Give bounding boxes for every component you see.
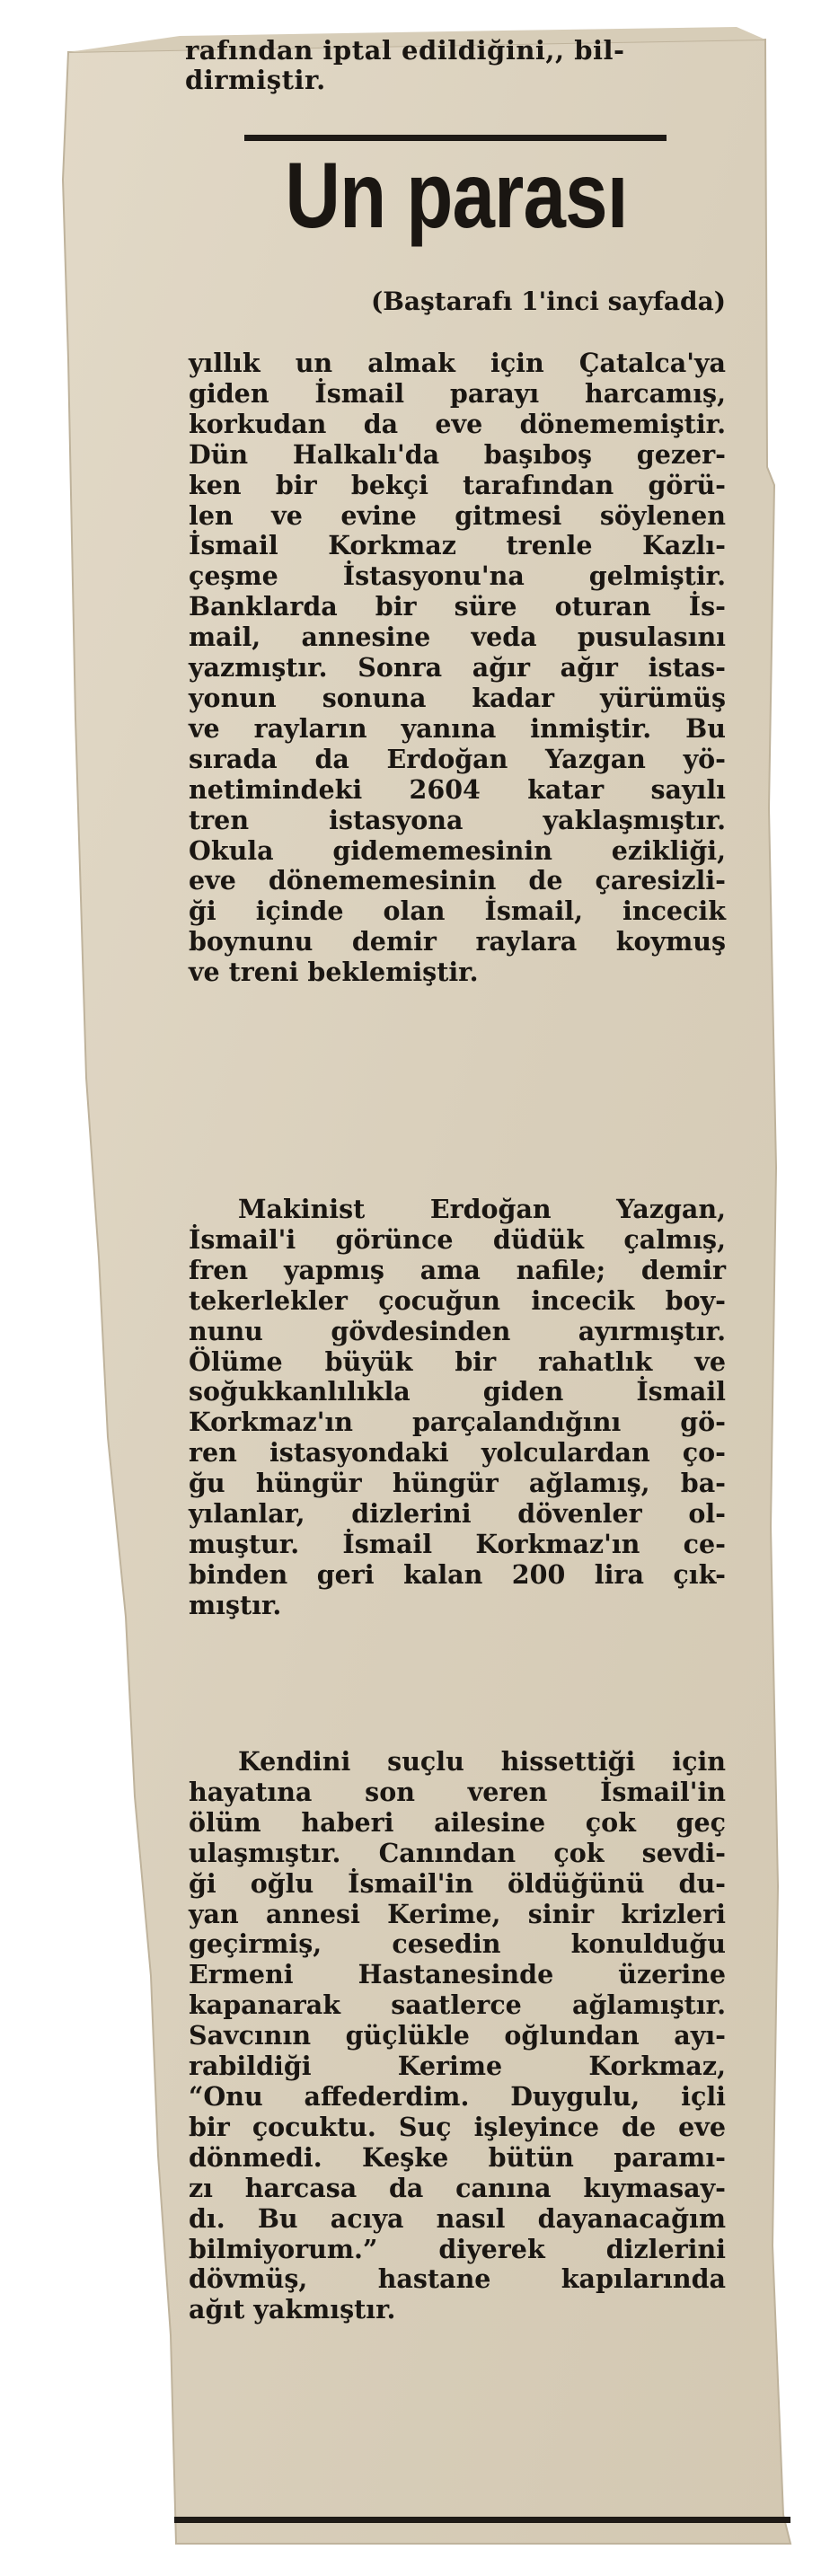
article-line: nunu gövdesinden ayırmıştır. (189, 1315, 726, 1346)
article-line: yıllık un almak için Çatalca'ya (189, 348, 726, 378)
article-line: dönmedi. Keşke bütün paramı- (189, 2141, 726, 2173)
article-line: ken bir bekçi tarafından görü- (189, 469, 726, 500)
article-line: ve treni beklemiştir. (189, 957, 479, 988)
article-line: ulaşmıştır. Canından çok sevdi- (189, 1837, 726, 1868)
article-line: Banklarda bir süre oturan İs- (189, 591, 726, 622)
article-line: Savcının güçlükle oğlundan ayı- (189, 2020, 726, 2051)
article-line: “Onu affederdim. Duygulu, içli (189, 2080, 726, 2112)
article-line: mıştır. (189, 1589, 282, 1620)
article-paragraph-1 (189, 348, 726, 988)
article-line: hayatına son veren İsmail'in (189, 1776, 726, 1807)
article-line: kapanarak saatlerce ağlamıştır. (189, 1989, 726, 2021)
article-line: İsmail Korkmaz trenle Kazlı- (189, 530, 726, 561)
article-line: bir çocuktu. Suç işleyince de eve (189, 2111, 726, 2142)
headline-rule-top (244, 135, 667, 141)
article-line: Ermeni Hastanesinde üzerine (189, 1959, 726, 1990)
article-line: Korkmaz'ın parçalandığını gö- (189, 1407, 726, 1438)
article-line: ği oğlu İsmail'in öldüğünü du- (189, 1867, 726, 1899)
article-line: mail, annesine veda pusulasını (189, 622, 726, 653)
article-line: Makinist Erdoğan Yazgan, (238, 1194, 726, 1224)
article-line: Ölüme büyük bir rahatlık ve (189, 1345, 726, 1377)
continued-from-label: (Baştarafı 1'inci sayfada) (370, 287, 726, 316)
article-line: Kendini suçlu hissettiği için (238, 1746, 726, 1777)
article-paragraph-3 (189, 1747, 726, 2325)
article-line: sırada da Erdoğan Yazgan yö- (189, 743, 726, 774)
continuation-line-1: rafından iptal edildiğini,, bil- (185, 35, 625, 66)
article-line: boynunu demir raylara koymuş (189, 926, 726, 957)
article-line: tren istasyona yaklaşmıştır. (189, 804, 726, 835)
continuation-line-2: dirmiştir. (185, 65, 326, 95)
article-line: Dün Halkalı'da başıboş gezer- (189, 438, 726, 470)
article-line: ve rayların yanına inmiştir. Bu (189, 712, 726, 744)
article-line: giden İsmail parayı harcamış, (189, 377, 726, 409)
article-line: ölüm haberi ailesine çok geç (189, 1806, 726, 1838)
headline: Un parası (285, 144, 628, 248)
article-line: fren yapmış ama nafile; demir (189, 1254, 726, 1285)
continuation-text (185, 36, 724, 95)
article-line: ğu hüngür hüngür ağlamış, ba- (189, 1468, 726, 1499)
article-line: Okula gidememesinin ezikliği, (189, 834, 726, 866)
article-line: bilmiyorum.” diyerek dizlerini (189, 2233, 726, 2264)
article-line: geçirmiş, cesedin konulduğu (189, 1928, 726, 1960)
article-line: tekerlekler çocuğun incecik boy- (189, 1284, 726, 1316)
article-line: yan annesi Kerime, sinir krizleri (189, 1898, 726, 1929)
article-line: binden geri kalan 200 lira çık- (189, 1558, 726, 1590)
article-line: yonun sonuna kadar yürümüş (189, 682, 726, 713)
article-line: rabildiği Kerime Korkmaz, (189, 2051, 726, 2082)
article-line: eve dönememesinin de çaresizli- (189, 865, 726, 896)
article-line: yazmıştır. Sonra ağır ağır istas- (189, 652, 726, 684)
article-line: zı harcasa da canına kıymasay- (189, 2172, 726, 2203)
article-rule-bottom (174, 2517, 790, 2523)
article-line: çeşme İstasyonu'na gelmiştir. (189, 560, 726, 592)
article-line: korkudan da eve dönememiştir. (189, 408, 726, 439)
article-paragraph-2 (189, 1195, 726, 1621)
article-line: dı. Bu acıya nasıl dayanacağım (189, 2202, 726, 2234)
article-line: len ve evine gitmesi söylenen (189, 499, 726, 531)
article-line: muştur. İsmail Korkmaz'ın ce- (189, 1528, 726, 1559)
article-line: ren istasyondaki yolculardan ço- (189, 1437, 726, 1469)
article-line: ği içinde olan İsmail, incecik (189, 895, 726, 927)
article-line: dövmüş, hastane kapılarında (189, 2263, 726, 2295)
article-line: soğukkanlılıkla giden İsmail (189, 1376, 726, 1407)
article-line: yılanlar, dizlerini dövenler ol- (189, 1498, 726, 1530)
article-line: İsmail'i görünce düdük çalmış, (189, 1223, 726, 1255)
article-line: ağıt yakmıştır. (189, 2294, 396, 2325)
article-line: netimindeki 2604 katar sayılı (189, 773, 726, 805)
